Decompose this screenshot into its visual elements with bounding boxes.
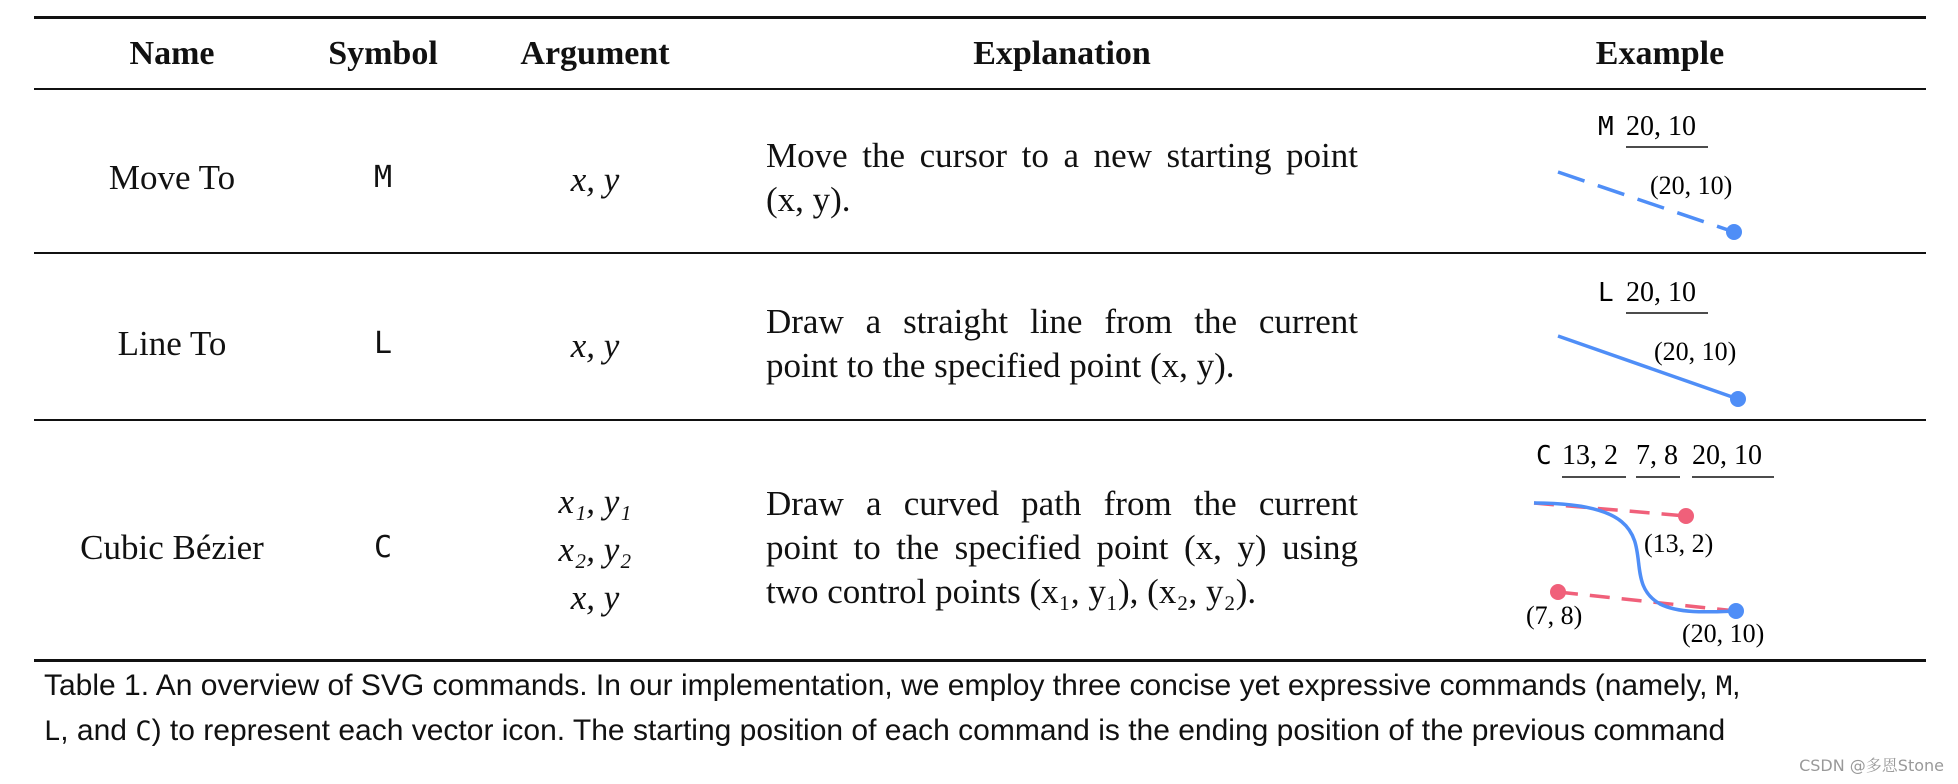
example-command: M bbox=[1598, 112, 1614, 142]
example-arg: 20, 10 bbox=[1626, 277, 1696, 308]
row-cubic-bezier-argument-3: x, y bbox=[570, 578, 620, 617]
move-to-example-diagram bbox=[1460, 98, 1860, 250]
row-move-to-name: Move To bbox=[108, 158, 236, 197]
row-line-to-explanation bbox=[766, 300, 1358, 388]
point-label: (20, 10) bbox=[1682, 619, 1765, 648]
row-move-to-argument: x, y bbox=[570, 160, 620, 199]
caption-suffix: ) to represent each vector icon. The starting position of each command is the ending position of the previous command bbox=[151, 714, 1726, 747]
table-top-rule bbox=[34, 16, 1926, 19]
row-line-to-argument: x, y bbox=[570, 326, 620, 365]
table-bottom-rule bbox=[34, 659, 1926, 662]
row-divider-1 bbox=[34, 252, 1926, 254]
caption-code-c: C bbox=[135, 716, 152, 747]
caption-comma: , bbox=[1732, 669, 1741, 702]
header-explanation: Explanation bbox=[973, 35, 1151, 72]
row-line-to-name: Line To bbox=[117, 324, 227, 363]
line-to-example-diagram bbox=[1460, 262, 1860, 416]
explanation-line: point to the specified point (x, y). bbox=[766, 346, 1235, 385]
caption-code-m: M bbox=[1715, 671, 1733, 702]
caption-code-l: L bbox=[44, 716, 61, 747]
point-label: (20, 10) bbox=[1650, 171, 1733, 200]
row-move-to-symbol: M bbox=[373, 160, 393, 195]
example-command: L bbox=[1598, 278, 1614, 308]
explanation-line: two control points (x₁, y₁), (x₂, y₂). bbox=[766, 572, 1257, 611]
row-cubic-bezier-symbol: C bbox=[373, 530, 393, 565]
row-cubic-bezier-explanation bbox=[766, 482, 1358, 614]
table-caption bbox=[44, 664, 1924, 754]
cubic-bezier-example-diagram bbox=[1460, 426, 1860, 658]
control-point-2 bbox=[1550, 584, 1566, 600]
header-symbol: Symbol bbox=[328, 35, 438, 72]
end-point bbox=[1728, 603, 1744, 619]
end-point bbox=[1730, 391, 1746, 407]
explanation-line: Draw a straight line from the current bbox=[766, 302, 1358, 341]
row-cubic-bezier-argument-2: x₂, y₂ bbox=[558, 530, 632, 569]
example-arg: 13, 2 bbox=[1562, 440, 1618, 471]
explanation-line: Move the cursor to a new starting point bbox=[766, 136, 1358, 175]
example-command: C bbox=[1536, 441, 1552, 471]
example-arg: 20, 10 bbox=[1692, 440, 1762, 471]
header-rule bbox=[34, 88, 1926, 90]
example-arg: 7, 8 bbox=[1636, 440, 1678, 471]
point-label: (13, 2) bbox=[1644, 529, 1714, 558]
row-cubic-bezier-argument-1: x₁, y₁ bbox=[558, 482, 632, 521]
end-point bbox=[1726, 224, 1742, 240]
point-label: (7, 8) bbox=[1526, 601, 1583, 630]
caption-middle: , and bbox=[60, 714, 136, 747]
control-point-1 bbox=[1678, 508, 1694, 524]
watermark: CSDN @多恩Stone bbox=[1799, 756, 1944, 775]
explanation-line: Draw a curved path from the current bbox=[766, 484, 1358, 523]
row-move-to-explanation bbox=[766, 134, 1358, 222]
caption-prefix: Table 1. An overview of SVG commands. In our implementation, we employ three concise yet expressive commands (namely, bbox=[44, 669, 1716, 702]
row-divider-2 bbox=[34, 419, 1926, 421]
point-label: (20, 10) bbox=[1654, 337, 1737, 366]
row-line-to-symbol: L bbox=[373, 326, 393, 361]
example-arg: 20, 10 bbox=[1626, 111, 1696, 142]
header-name: Name bbox=[129, 35, 215, 72]
explanation-line: point to the specified point (x, y) using bbox=[766, 528, 1358, 567]
row-cubic-bezier-name: Cubic Bézier bbox=[80, 528, 264, 567]
header-example: Example bbox=[1595, 35, 1725, 72]
explanation-line: (x, y). bbox=[766, 180, 851, 219]
header-argument: Argument bbox=[520, 35, 670, 72]
